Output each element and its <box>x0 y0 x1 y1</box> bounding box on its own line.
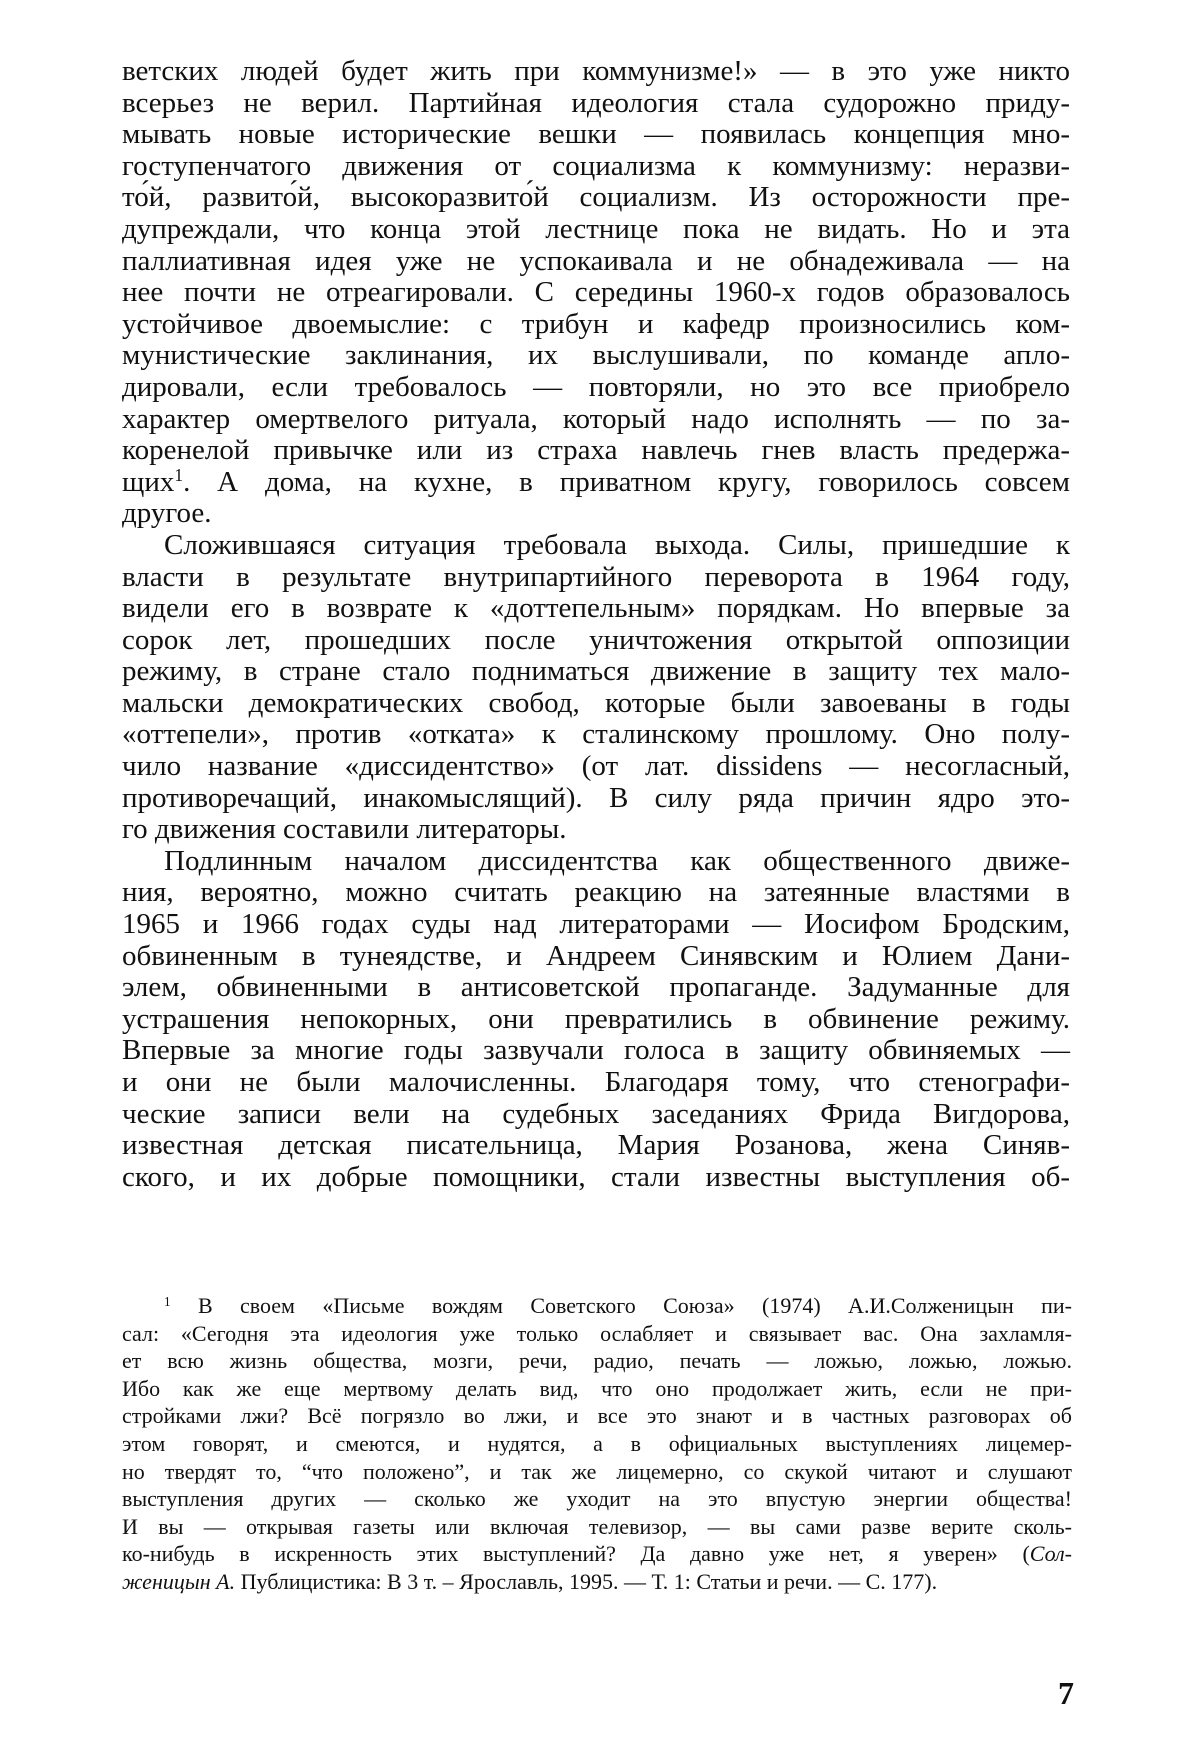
paragraph-3 <box>122 846 1070 1194</box>
footnote-line: И вы — открывая газеты или включая телевизор, — вы сами разве верите сколь- <box>122 1513 1072 1539</box>
text-line: власти в результате внутрипартийного переворота в 1964 году, <box>122 560 1070 593</box>
text-line: то́й, развито́й, высокоразвито́й социализм. Из осторожности пре- <box>122 181 1070 214</box>
text-line: Подлинным началом диссидентства как общественного движе- <box>164 844 1070 877</box>
text-line: устрашения непокорных, они превратились в обвинение режиму. <box>122 1002 1070 1035</box>
footnote-line: ко-нибудь в искренность этих выступлений? Да давно уже нет, я уверен» (Сол- <box>122 1541 1072 1567</box>
text-line: нее почти не отреагировали. С середины 1960-х годов образовалось <box>122 276 1070 309</box>
footnote-separator <box>122 1282 372 1283</box>
paragraph-2 <box>122 530 1070 846</box>
text-line: противоречащий, инакомыслящий). В силу ряда причин ядро это- <box>122 781 1070 814</box>
text-line: всерьез не верил. Партийная идеология стала судорожно приду- <box>122 86 1070 119</box>
text-line: «оттепели», против «отката» к сталинскому прошлому. Оно полу- <box>122 718 1070 751</box>
text-line: го движения составили литераторы. <box>122 813 567 846</box>
text-line: дупреждали, что конца этой лестнице пока не видать. Но и эта <box>122 212 1070 245</box>
footnote-text <box>122 1292 1072 1568</box>
footnote-line: $^1$ В своем «Письме вождям Советского Союза» (1974) А.И.Солженицын пи- <box>164 1293 1072 1318</box>
footnote-line: выступления других — сколько же уходит на это впустую энергии общества! <box>122 1486 1072 1512</box>
text-fragment: щих <box>122 465 175 498</box>
text-line: гоступенчатого движения от социализма к коммунизму: неразви- <box>122 149 1070 182</box>
footnote-line: ет всю жизнь общества, мозги, речи, радио, печать — ложью, ложью, ложью. <box>122 1348 1072 1374</box>
footnote-line <box>122 1568 1072 1596</box>
main-text <box>122 56 1070 1193</box>
footnote-source: Публицистика: В 3 т. – Ярославль, 1995. — Т. 1: Статьи и речи. — С. 177). <box>235 1568 938 1594</box>
text-line: ветских людей будет жить при коммунизме!» — в это уже никто <box>122 55 1070 87</box>
text-line: ского, и их добрые помощники, стали известны выступления об- <box>122 1160 1070 1193</box>
text-line: режиму, в стране стало подниматься движение в защиту тех мало- <box>122 655 1070 688</box>
text-line: и они не были малочисленны. Благодаря тому, что стенографи- <box>122 1066 1070 1098</box>
text-line: обвиненным в тунеядстве, и Андреем Синявским и Юлием Дани- <box>122 939 1070 972</box>
footnote-line: стройками лжи? Всё погрязло во лжи, и все это знают и в частных разговорах об <box>122 1403 1072 1429</box>
text-line: паллиативная идея уже не успокаивала и не обнадеживала — на <box>122 244 1070 277</box>
text-line: характер омертвелого ритуала, который надо исполнять — по за- <box>122 402 1070 435</box>
footnote-source-author: Сол- <box>1029 1541 1072 1567</box>
footnote-line: но твердят то, “что положено”, и так же лицемерно, со скукой читают и слушают <box>122 1458 1072 1484</box>
text-line: другое. <box>122 497 212 530</box>
paragraph-1 <box>122 56 1070 467</box>
text-line: 1965 и 1966 годах суды над литераторами — Иосифом Бродским, <box>122 908 1070 941</box>
footnote <box>122 1292 1072 1596</box>
text-line: устойчивое двоемыслие: с трибун и кафедр произносились ком- <box>122 307 1070 340</box>
footnote-line: Ибо как же еще мертвому делать вид, что оно продолжает жить, если не при- <box>122 1375 1072 1401</box>
text-line: дировали, если требовалось — повторяли, но это все приобрело <box>122 370 1070 403</box>
footnote-line: сал: «Сегодня эта идеология уже только ослабляет и связывает вас. Она захламля- <box>122 1320 1072 1346</box>
text-line: мальски демократических свобод, которые были завоеваны в годы <box>122 686 1070 719</box>
text-line: известная детская писательница, Мария Розанова, жена Синяв- <box>122 1129 1070 1162</box>
text-line: коренелой привычке или из страха навлечь гнев власть предержа- <box>122 434 1070 467</box>
text-line: ческие записи вели на судебных заседаниях Фрида Вигдорова, <box>122 1097 1070 1130</box>
text-line <box>122 467 1070 499</box>
footnote-mark: 1 <box>164 1293 171 1309</box>
text-line: видели его в возврате к «доттепельным» порядкам. Но впервые за <box>122 592 1070 625</box>
text-fragment: . А дома, на кухне, в приватном кругу, говорилось совсем <box>183 465 1070 498</box>
text-line: мунистические заклинания, их выслушивали, по команде апло- <box>122 339 1070 372</box>
footnote-line: этом говорят, и смеются, и нудятся, а в официальных выступлениях лицемер- <box>122 1430 1072 1456</box>
footnote-reference: 1 <box>174 465 184 486</box>
text-line: мывать новые исторические вешки — появилась концепция мно- <box>122 118 1070 151</box>
text-line: сорок лет, прошедших после уничтожения открытой оппозиции <box>122 623 1070 656</box>
text-line: Впервые за многие годы зазвучали голоса в защиту обвиняемых — <box>122 1034 1070 1067</box>
page-number: 7 <box>1058 1675 1074 1711</box>
text-line: чило название «диссидентство» (от лат. dissidens — несогласный, <box>122 750 1070 783</box>
text-line: ния, вероятно, можно считать реакцию на затеянные властями в <box>122 876 1070 909</box>
text-line: элем, обвиненными в антисоветской пропаганде. Задуманные для <box>122 971 1070 1004</box>
text-line: Сложившаяся ситуация требовала выхода. Силы, пришедшие к <box>164 528 1070 561</box>
footnote-source-author: женицын А. <box>122 1568 236 1594</box>
